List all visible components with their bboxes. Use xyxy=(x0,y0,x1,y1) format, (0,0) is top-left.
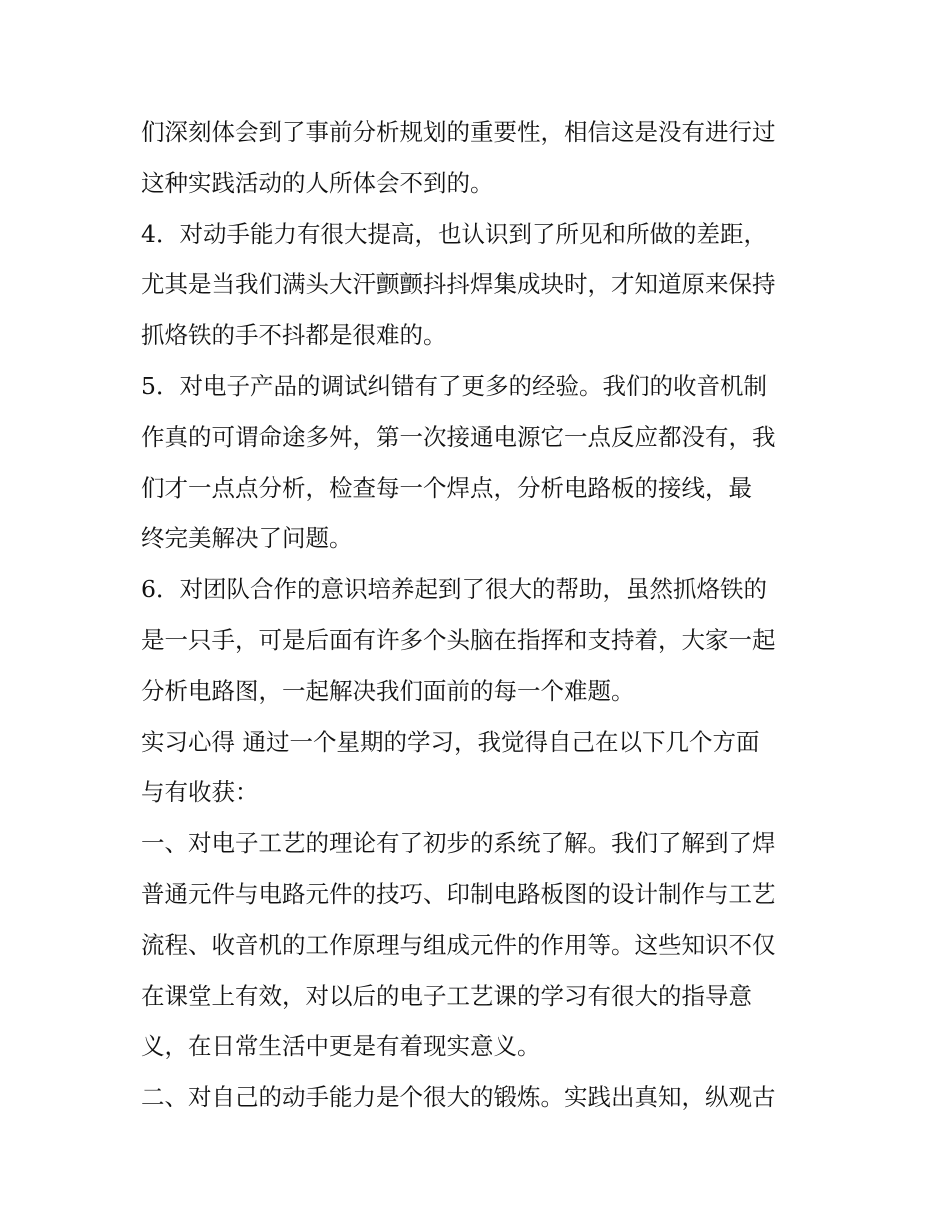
text-line: 4．对动手能力有很大提高，也认识到了所见和所做的差距， xyxy=(141,219,767,248)
body-text xyxy=(141,107,831,1123)
text-line: 二、对自己的动手能力是个很大的锻炼。实践出真知，纵观古 xyxy=(141,1083,776,1112)
text-line: 流程、收音机的工作原理与组成元件的作用等。这些知识不仅 xyxy=(141,930,776,959)
text-line: 是一只手，可是后面有许多个头脑在指挥和支持着，大家一起 xyxy=(141,625,776,654)
text-line: 终完美解决了问题。 xyxy=(141,524,353,553)
text-line: 这种实践活动的人所体会不到的。 xyxy=(141,168,494,197)
text-line: 尤其是当我们满头大汗颤颤抖抖焊集成块时，才知道原来保持 xyxy=(141,270,776,299)
text-line: 分析电路图，一起解决我们面前的每一个难题。 xyxy=(141,676,635,705)
text-line: 义，在日常生活中更是有着现实意义。 xyxy=(141,1032,541,1061)
text-line: 与有收获： xyxy=(141,778,259,807)
text-line: 在课堂上有效，对以后的电子工艺课的学习有很大的指导意 xyxy=(141,981,752,1010)
text-line: 抓烙铁的手不抖都是很难的。 xyxy=(141,321,447,350)
text-line: 普通元件与电路元件的技巧、印制电路板图的设计制作与工艺 xyxy=(141,879,776,908)
text-line: 6．对团队合作的意识培养起到了很大的帮助，虽然抓烙铁的 xyxy=(141,575,767,604)
text-line: 5．对电子产品的调试纠错有了更多的经验。我们的收音机制 xyxy=(141,371,767,400)
text-line: 们才一点点分析，检查每一个焊点，分析电路板的接线，最 xyxy=(141,473,752,502)
text-line: 实习心得 通过一个星期的学习，我觉得自己在以下几个方面 xyxy=(141,727,760,756)
text-line: 一、对电子工艺的理论有了初步的系统了解。我们了解到了焊 xyxy=(141,829,776,858)
text-line: 们深刻体会到了事前分析规划的重要性，相信这是没有进行过 xyxy=(141,118,776,146)
text-line: 作真的可谓命途多舛，第一次接通电源它一点反应都没有，我 xyxy=(141,422,776,451)
